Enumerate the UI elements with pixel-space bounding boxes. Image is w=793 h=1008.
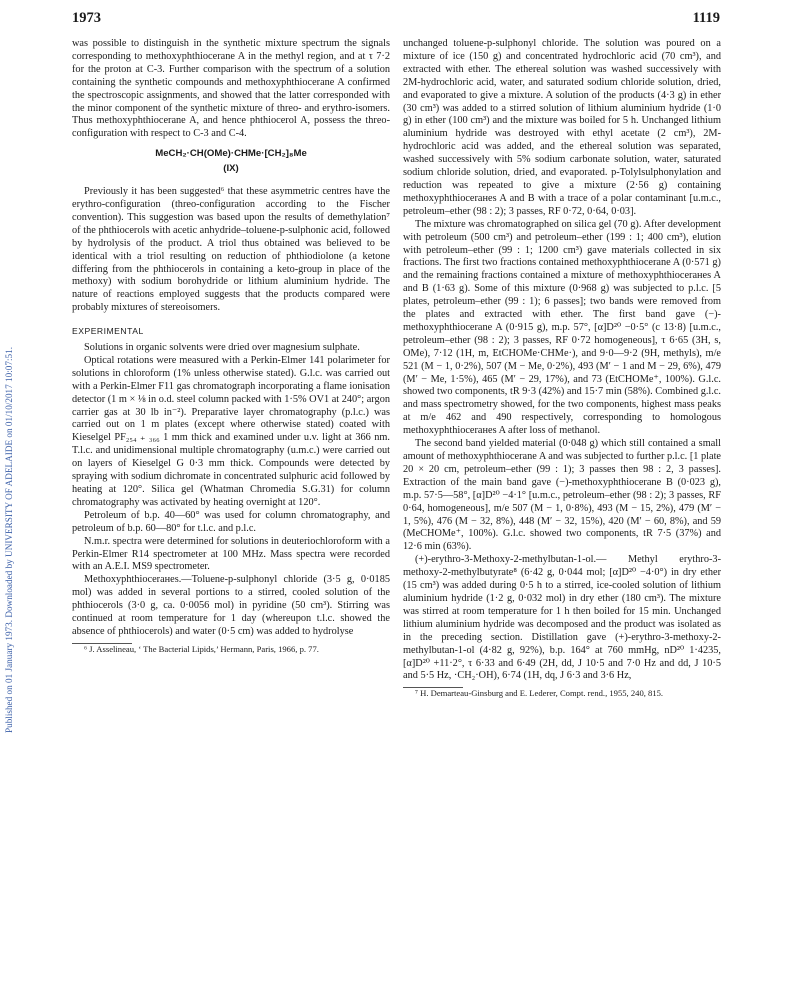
paragraph: Methoxyphthiocerанes.—Toluene-p-sulphonyl chloride (3·5 g, 0·0185 mol) was added in several portions to a stirred, cooled solution of the phthiocerols (3·0 g, ca. 0·0056 mol) in pyridine (50 cm³). Stirring was continued at room temperature for 1 day (whereupon t.l.c. showed the absence of phthiocerols) and water (0·5 cm) was added to hydrolyse [72,574,390,637]
journal-year: 1973 [72,10,101,26]
chemical-formula: MeCH₂·CH(OMe)·CHMe·[CH₂]₈Me [155,148,307,160]
paragraph: Petroleum of b.p. 40—60° was used for column chromatography, and petroleum of b.p. 60—80° for t.l.c. and p.l.c. [72,509,390,534]
page-number: 1119 [692,10,720,26]
paragraph: The second band yielded material (0·048 g) which still contained a small amount of methoxyphthiocerane A and was subjected to further p.l.c. [1 plate 20 × 20 cm, petroleum–ether (99 : 1); 3 passes then 98 : 2, 3 passes]. Extraction of the main band gave (−)-methoxyphthiocerane B (0·023 g), m.p. 57·5—58°, [α]D²⁰ −4·1° [u.m.c., petroleum–ether (98 : 2); 3 passes, RF 0·64, homogeneous], m/e 507 (M − 1, 0·8%), 493 (M − 15, 2%), 479 (M′ − 1, 5%), 476 (M − 32, 8%), 448 (M′ − 32, 15%), 420 (M′ − 60, 8%), and 59 (MeCHOMe⁺, 100%). G.l.c. showed two components, tR 7·5 (37%) and 12·6 min (63%). [403,438,721,553]
paragraph: N.m.r. spectra were determined for solutions in deuteriochloroform with a Perkin-Elmer R14 spectrometer at 100 MHz. Mass spectra were recorded with an A.E.I. MS9 spectrometer. [72,535,390,573]
paragraph: Solutions in organic solvents were dried over magnesium sulphate. [84,342,360,354]
section-heading: EXPERIMENTAL [72,326,144,337]
download-watermark [2,120,16,960]
formula-number: (IX) [223,163,239,175]
footnote: ⁶ J. Asselineau, ‘ The Bacterial Lipids,’ Hermann, Paris, 1966, p. 77. [84,643,319,654]
page-header [72,10,720,32]
paragraph: The mixture was chromatographed on silica gel (70 g). After development with petroleum (500 cm³) and petroleum–ether (199 : 1; 400 cm³), elution with petroleum–ether (99 : 1; 1200 cm³) gave materials collected in six fractions. The first two fractions contained methoxyphthiocerane A (0·571 g) and the remaining fractions contained a mixture of methoxyphthiocerанes A and B (1·63 g). Some of this mixture (0·968 g) was subjected to p.l.c. [5 plates, petroleum–ether (99 : 1); 6 passes]; two bands were removed from the plates and extracted with ether. The first band gave (−)-methoxyphthiocerane A (0·915 g), m.p. 57°, [α]D²⁰ −0·5° (c 13·8) [u.m.c., petroleum–ether (98 : 2); 3 passes, RF 0·72 homogeneous], τ 6·65 (3H, s, OMe), 7·12 (1H, m, EtCHOMe·CHMe·), and 9·0—9·2 (9H, methyls), m/e 521 (M − 1, 0·2%), 507 (M − Me, 0·2%), 493 (M′ − 1 and M − 29, 6%), 479 (M′ − Me, 1·5%), 465 (M′ − 29, 17%), and 73 (EtCHOMe⁺, 100%). G.l.c. showed two components, tR 9·3 (42%) and 15·7 min (58%). Combined g.l.c. and mass spectrometry showed, for the two components, highest mass peaks at m/e 462 and 490 respectively, corresponding to homologous methoxyphthiocerанes A after loss of methanol. [403,218,722,437]
right-column [403,38,721,699]
paragraph: Optical rotations were measured with a Perkin-Elmer 141 polarimeter for solutions in chloroform (1% unless otherwise stated). G.l.c. was carried out with a Perkin-Elmer F11 gas chromatograph incorporating a flame ionisation detector (1 m × ⅛ in o.d. steel column packed with 1·5% OV1 at 240°; argon carrier gas at 30 lb in⁻²). Preparative layer chromatography (p.l.c.) was carried out on 1 m plates (except where otherwise stated) coated with Kieselgel PF₂₅₄ ₊ ₃₆₆ 1 mm thick and examined under u.v. light at 366 nm. T.l.c. and unidimensional multiple chromatography (u.m.c.) were carried out on layers of Kieselgel G 0·3 mm thick. Compounds were detected by spraying with sodium dichromate in concentrated sulphuric acid followed by heating at 120°. Silica gel (Whatman Chromedia S.G.31) for column chromatography was activated by heating overnight at 120°. [72,354,390,508]
paragraph: unchanged toluene-p-sulphonyl chloride. The solution was poured on a mixture of ice (150 g) and concentrated hydrochloric acid (70 cm³), and extracted with ether. The ethereal solution was washed successively with 2M-hydrochloric acid, water, and saturated sodium chloride solution, dried, and evaporated to give a mixture. A solution of the products (4·3 g) in ether (30 cm³) was added to a stirred solution of lithium aluminium hydride (1·0 g) in ether (100 cm³) and the mixture was boiled for 5 h. Unchanged lithium aluminium hydride was destroyed with ethyl acetate (2 cm³), 2M-hydrochloric acid was added, and the ethereal solution was separated, washed successively with 5% sodium carbonate solution, water, saturated sodium chloride solution, dried, and evaporated. p-Tolylsulphonylation and reduction was repeated to give a mixture (2·56 g) containing methoxyphthiocerанes A and B with a trace of a polar contaminant [u.m.c., petroleum–ether (98 : 2); 3 passes, RF 0·72, 0·64, 0·03]. [403,38,721,217]
watermark-text: Published on 01 January 1973. Downloaded by UNIVERSITY OF ADELAIDE on 01/10/2017 10:07:51. [4,346,14,734]
footnote: ⁷ H. Demarteau-Ginsburg and E. Lederer, Compt. rend., 1955, 240, 815. [415,688,664,699]
paragraph: was possible to distinguish in the synthetic mixture spectrum the signals corresponding to methoxyphthiocerane A in the methyl region, and at τ 7·2 for the proton at C-3. Further comparison with the spectrum of a solution containing the synthetic compounds and methoxyphthiocerane A confirmed the spectroscopic assignments, and showed that the latter corresponded with the minor component of the synthetic mixture of threo- and erythro-isomers. Thus methoxyphthiocerane A, and hence phthiocerol A, possess the threo-configuration with respect to C-3 and C-4. [72,38,390,140]
paragraph: Previously it has been suggested⁶ that these asymmetric centres have the erythro-configuration (threo-configuration according to the Fischer convention). This suggestion was based upon the results of demethylation⁷ of the phthiocerols with acetic anhydride–toluene-p-sulphonic acid, followed by hydrolysis of the product. A triol thus obtained was believed to be identical with a triol resulting on reduction of phthiodiolone (a ketone differing from the phthiocerols in containing a keto-group in place of the methoxy) with sodium borohydride or lithium aluminium hydride. The nature of reactions employed suggests that the products compared were probably mixtures of stereoisomers. [72,186,390,314]
paragraph: (+)-erythro-3-Methoxy-2-methylbutan-1-ol.— Methyl erythro-3-methoxy-2-methylbutyrate⁸ (6·42 g, 0·044 mol; [α]D²⁰ −4·0°) in dry ether (15 cm³) was added during 0·5 h to a stirred, ice-cooled solution of lithium aluminium hydride (1·2 g, 0·032 mol) in dry ether (180 cm³). The mixture was stirred at room temperature for 1 h then boiled for 15 min. Unchanged lithium aluminium hydride was decomposed and the product was isolated as in the preceding section. Distillation gave (+)-erythro-3-methoxy-2-methylbutan-1-ol (4·82 g, 92%), b.p. 164° at 760 mmHg, nD²⁰ 1·4235, [α]D²⁰ +11·2°, τ 6·33 and 6·49 (2H, dd, J 10·5 and 7·0 Hz and dd, J 10·5 and 5·5 Hz, ·CH₂·OH), 6·74 (1H, dq, J 6·3 and 3·6 Hz, [403,554,721,682]
left-column [72,38,390,655]
